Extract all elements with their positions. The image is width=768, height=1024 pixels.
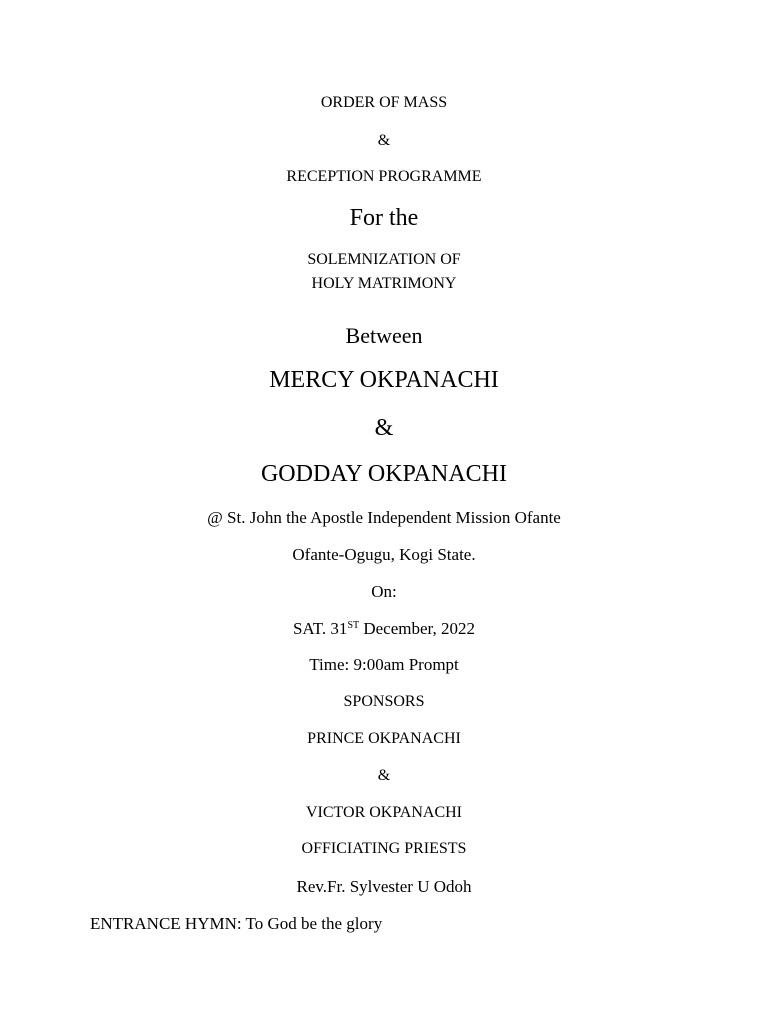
groom-name: GODDAY OKPANACHI — [260, 461, 508, 487]
date-ordinal-suffix: ST — [347, 620, 360, 631]
sponsor-2-name: VICTOR OKPANACHI — [305, 804, 463, 821]
date-prefix: SAT. 31 — [292, 619, 348, 638]
for-the-text: For the — [349, 205, 419, 231]
location-text: Ofante-Ogugu, Kogi State. — [292, 545, 476, 564]
reception-programme-heading: RECEPTION PROGRAMME — [286, 168, 482, 185]
on-label: On: — [371, 582, 397, 601]
venue-text: @ St. John the Apostle Independent Mission Ofante — [207, 508, 561, 527]
ampersand-2: & — [374, 415, 394, 441]
order-of-mass-heading: ORDER OF MASS — [320, 94, 448, 111]
sponsor-1-name: PRINCE OKPANACHI — [307, 730, 461, 747]
ampersand-3: & — [377, 767, 391, 784]
time-text: Time: 9:00am Prompt — [309, 655, 459, 674]
sponsors-heading: SPONSORS — [343, 693, 425, 710]
bride-name: MERCY OKPANACHI — [269, 367, 499, 393]
date-rest: December, 2022 — [359, 619, 476, 638]
entrance-hymn-text: ENTRANCE HYMN: To God be the glory — [90, 914, 383, 933]
holy-matrimony-text: HOLY MATRIMONY — [311, 275, 457, 292]
date-text — [0, 619, 768, 639]
solemnization-of-text: SOLEMNIZATION OF — [307, 251, 461, 268]
priest-name: Rev.Fr. Sylvester U Odoh — [296, 877, 472, 896]
between-text: Between — [345, 323, 423, 348]
officiating-priests-heading: OFFICIATING PRIESTS — [301, 840, 467, 857]
ampersand-1: & — [377, 132, 391, 149]
